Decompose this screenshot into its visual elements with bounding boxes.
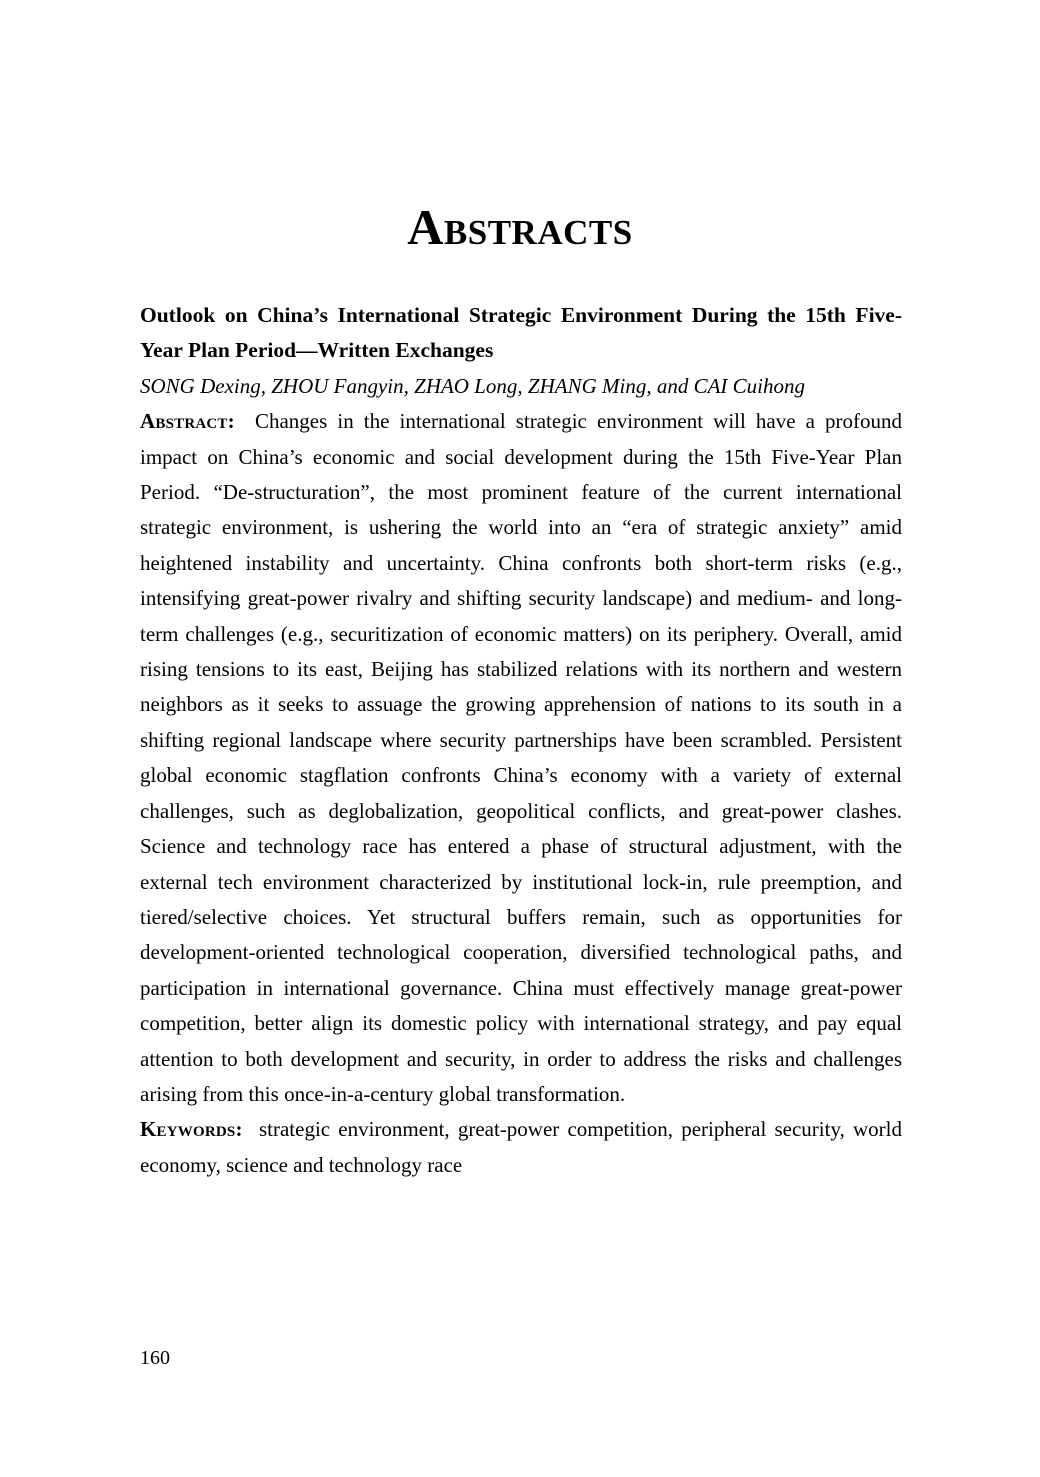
abstract-body: Changes in the international strategic environment will have a profound impact on China’s economic and social development during the 15th Five-Year Plan Period. “De-structuration”, the most prominent feature of the current international strategic environment, is ushering the world into an “era of strategic anxiety” amid heightened instability and uncertainty. China confronts both short-term risks (e.g., intensifying great-power rivalry and shifting security landscape) and medium- and long-term challenges (e.g., securitization of economic matters) on its periphery. Overall, amid rising tensions to its east, Beijing has stabilized relations with its northern and western neighbors as it seeks to assuage the growing apprehension of nations to its south in a shifting regional landscape where security partnerships have been scrambled. Persistent global economic stagflation confronts China’s economy with a variety of external challenges, such as deglobalization, geopolitical conflicts, and great-power clashes. Science and technology race has entered a phase of structural adjustment, with the external tech environment characterized by institutional lock-in, rule preemption, and tiered/selective choices. Yet structural buffers remain, such as opportunities for development-oriented technological cooperation, diversified technological paths, and participation in international governance. China must effectively manage great-power competition, better align its domestic policy with international strategy, and pay equal attention to both development and security, in order to address the risks and challenges arising from this once-in-a-century global transformation. <box>140 409 903 1106</box>
abstract-paragraph <box>140 404 902 1112</box>
article-title: Outlook on China’s International Strategic Environment During the 15th Five-Year Plan Period—Written Exchanges <box>140 303 902 363</box>
keywords-label: Keywords: <box>140 1117 243 1142</box>
article-authors: SONG Dexing, ZHOU Fangyin, ZHAO Long, ZHANG Ming, and CAI Cuihong <box>140 373 805 398</box>
abstract-entry <box>140 298 902 1183</box>
keywords-paragraph <box>140 1112 902 1183</box>
keywords-body: strategic environment, great-power competition, peripheral security, world economy, science and technology race <box>140 1117 903 1177</box>
page-title: Abstracts <box>407 198 633 255</box>
page-number: 160 <box>140 1347 170 1369</box>
abstract-label: Abstract: <box>140 409 235 434</box>
